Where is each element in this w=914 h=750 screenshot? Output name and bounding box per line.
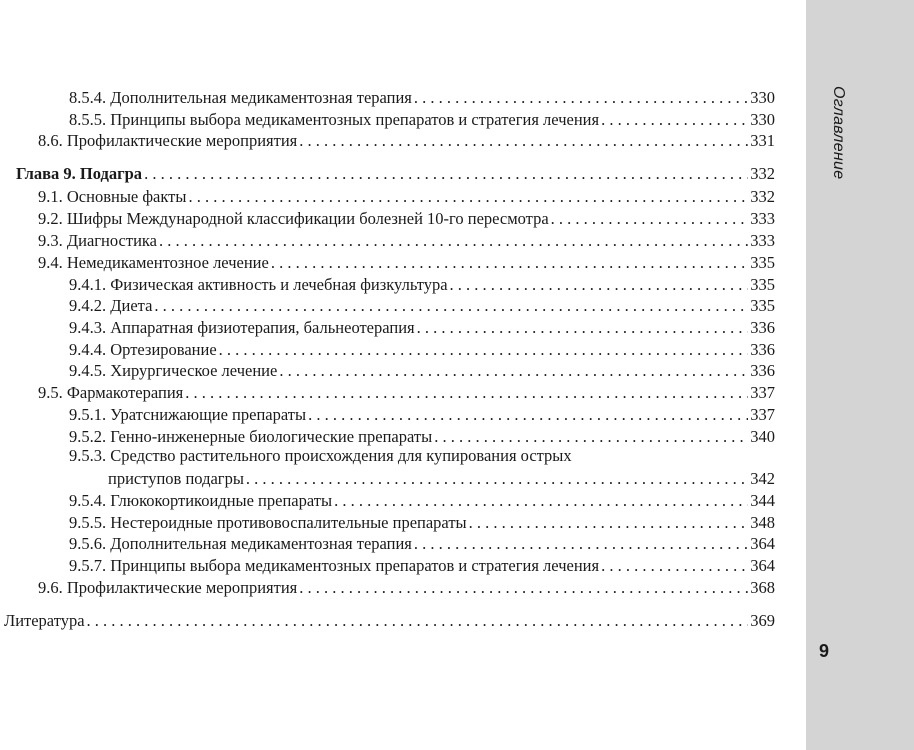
toc-entry-page: 368 [750, 578, 775, 597]
toc-leader-dots [279, 361, 748, 381]
toc-entry-title: 8.6. Профилактические мероприятия [38, 131, 298, 150]
toc-entry-page: 335 [750, 275, 775, 294]
toc-entry-8-5-5[interactable] [69, 108, 775, 130]
toc-leader-dots [417, 318, 749, 338]
toc-leader-dots [271, 253, 748, 273]
toc-entry-title: 9.2. Шифры Международной классификации болезней 10-го пересмотра [38, 209, 549, 228]
toc-entry-page: 340 [750, 427, 775, 446]
toc-entry-title: 9.4.5. Хирургическое лечение [69, 361, 278, 380]
toc-entry-9-5-6[interactable] [69, 532, 775, 554]
toc-entry-9-4-4[interactable] [69, 338, 775, 360]
toc-entry-8-6[interactable] [38, 129, 775, 151]
toc-entry-page: 335 [750, 253, 775, 272]
toc-leader-dots [299, 578, 748, 598]
toc-leader-dots [450, 275, 749, 295]
toc-entry-page: 336 [750, 340, 775, 359]
toc-entry-page: 336 [750, 361, 775, 380]
toc-leader-dots [334, 491, 748, 511]
toc-entry-9-6[interactable] [38, 576, 775, 598]
toc-entry-title: 9.5.2. Генно-инженерные биологические препараты [69, 427, 433, 446]
toc-entry-page: 335 [750, 296, 775, 315]
toc-entry-title: Литература [4, 611, 85, 630]
toc-entry-page: 364 [750, 534, 775, 553]
toc-entry-title: 9.5.7. Принципы выбора медикаментозных препаратов и стратегия лечения [69, 556, 600, 575]
toc-entry-9-5[interactable] [38, 381, 775, 403]
section-title-text: Оглавление [830, 86, 847, 180]
toc-leader-dots [219, 340, 749, 360]
toc-entry-9-5-1[interactable] [69, 403, 775, 425]
toc-entry-9-5-7[interactable] [69, 554, 775, 576]
toc-leader-dots [185, 383, 748, 403]
toc-entry-9-4-5[interactable] [69, 359, 775, 381]
toc-entry-9-4[interactable] [38, 251, 775, 273]
page-number: 9 [818, 641, 829, 661]
toc-entry-8-5-4[interactable] [69, 86, 775, 108]
toc-entry-title: 9.5. Фармакотерапия [38, 383, 184, 402]
toc-entry-title: 9.5.3. Средство растительного происхождения для купирования острых [69, 446, 572, 465]
toc-entry-title: 8.5.4. Дополнительная медикаментозная терапия [69, 88, 412, 107]
toc-entry-title: 9.4.2. Диета [69, 296, 153, 315]
toc-entry-9-5-4[interactable] [69, 489, 775, 511]
toc-leader-dots [154, 296, 748, 316]
toc-entry-title: 9.5.6. Дополнительная медикаментозная терапия [69, 534, 412, 553]
toc-entry-page: 364 [750, 556, 775, 575]
toc-entry-9-4-1[interactable] [69, 273, 775, 295]
toc-leader-dots [601, 110, 748, 130]
toc-entry-9-5-2[interactable] [69, 425, 775, 447]
toc-leader-dots [551, 209, 749, 229]
toc-entry-page: 342 [750, 469, 775, 488]
toc-entry-chapter-9[interactable] [16, 162, 775, 184]
toc-entry-page: 369 [750, 611, 775, 630]
toc-entry-title: 9.4. Немедикаментозное лечение [38, 253, 269, 272]
toc-leader-dots [188, 187, 748, 207]
toc-leader-dots [246, 469, 748, 489]
toc-entry-title: 9.4.1. Физическая активность и лечебная физкультура [69, 275, 448, 294]
toc-entry-page: 348 [750, 513, 775, 532]
toc-entry-title: 9.6. Профилактические мероприятия [38, 578, 298, 597]
toc-entry-page: 332 [750, 164, 775, 183]
toc-entry-page: 330 [750, 110, 775, 129]
toc-entry-9-5-5[interactable] [69, 511, 775, 533]
toc-entry-page: 330 [750, 88, 775, 107]
toc-entry-9-5-3[interactable] [69, 446, 775, 468]
toc-leader-dots [414, 534, 748, 554]
toc-entry-page: 331 [750, 131, 775, 150]
toc-chapter-title: Глава 9. Подагра [16, 164, 143, 183]
toc-leader-dots [414, 88, 748, 108]
toc-entry-page: 332 [750, 187, 775, 206]
toc-entry-page: 336 [750, 318, 775, 337]
toc-entry-page: 333 [750, 209, 775, 228]
toc-entry-9-4-2[interactable] [69, 294, 775, 316]
toc-leader-dots [601, 556, 748, 576]
toc-entry-title: 9.1. Основные факты [38, 187, 187, 206]
toc-entry-title: 9.4.4. Ортезирование [69, 340, 217, 359]
toc-entry-title: 9.5.4. Глюкокортикоидные препараты [69, 491, 333, 510]
toc-entry-9-3[interactable] [38, 229, 775, 251]
toc-entry-page: 337 [750, 383, 775, 402]
toc-leader-dots [299, 131, 748, 151]
toc-leader-dots [469, 513, 749, 533]
toc-leader-dots [87, 611, 749, 631]
toc-leader-dots [144, 164, 748, 184]
toc-leader-dots [308, 405, 748, 425]
toc-entry-9-1[interactable] [38, 185, 775, 207]
toc-entry-page: 344 [750, 491, 775, 510]
running-section-title [823, 86, 853, 196]
toc-entry-literature[interactable] [4, 609, 775, 631]
toc-entry-page: 333 [750, 231, 775, 250]
toc-entry-9-5-3-continued[interactable] [108, 467, 775, 489]
toc-entry-title-continued: приступов подагры [108, 469, 244, 488]
toc-entry-title: 9.5.1. Уратснижающие препараты [69, 405, 307, 424]
toc-entry-9-2[interactable] [38, 207, 775, 229]
toc-entry-title: 9.5.5. Нестероидные противовоспалительные препараты [69, 513, 467, 532]
toc-entry-title: 8.5.5. Принципы выбора медикаментозных препаратов и стратегия лечения [69, 110, 600, 129]
toc-entry-title: 9.4.3. Аппаратная физиотерапия, бальнеотерапия [69, 318, 415, 337]
toc-entry-9-4-3[interactable] [69, 316, 775, 338]
toc-entry-page: 337 [750, 405, 775, 424]
toc-leader-dots [434, 427, 748, 447]
toc-leader-dots [159, 231, 748, 251]
toc-entry-title: 9.3. Диагностика [38, 231, 157, 250]
